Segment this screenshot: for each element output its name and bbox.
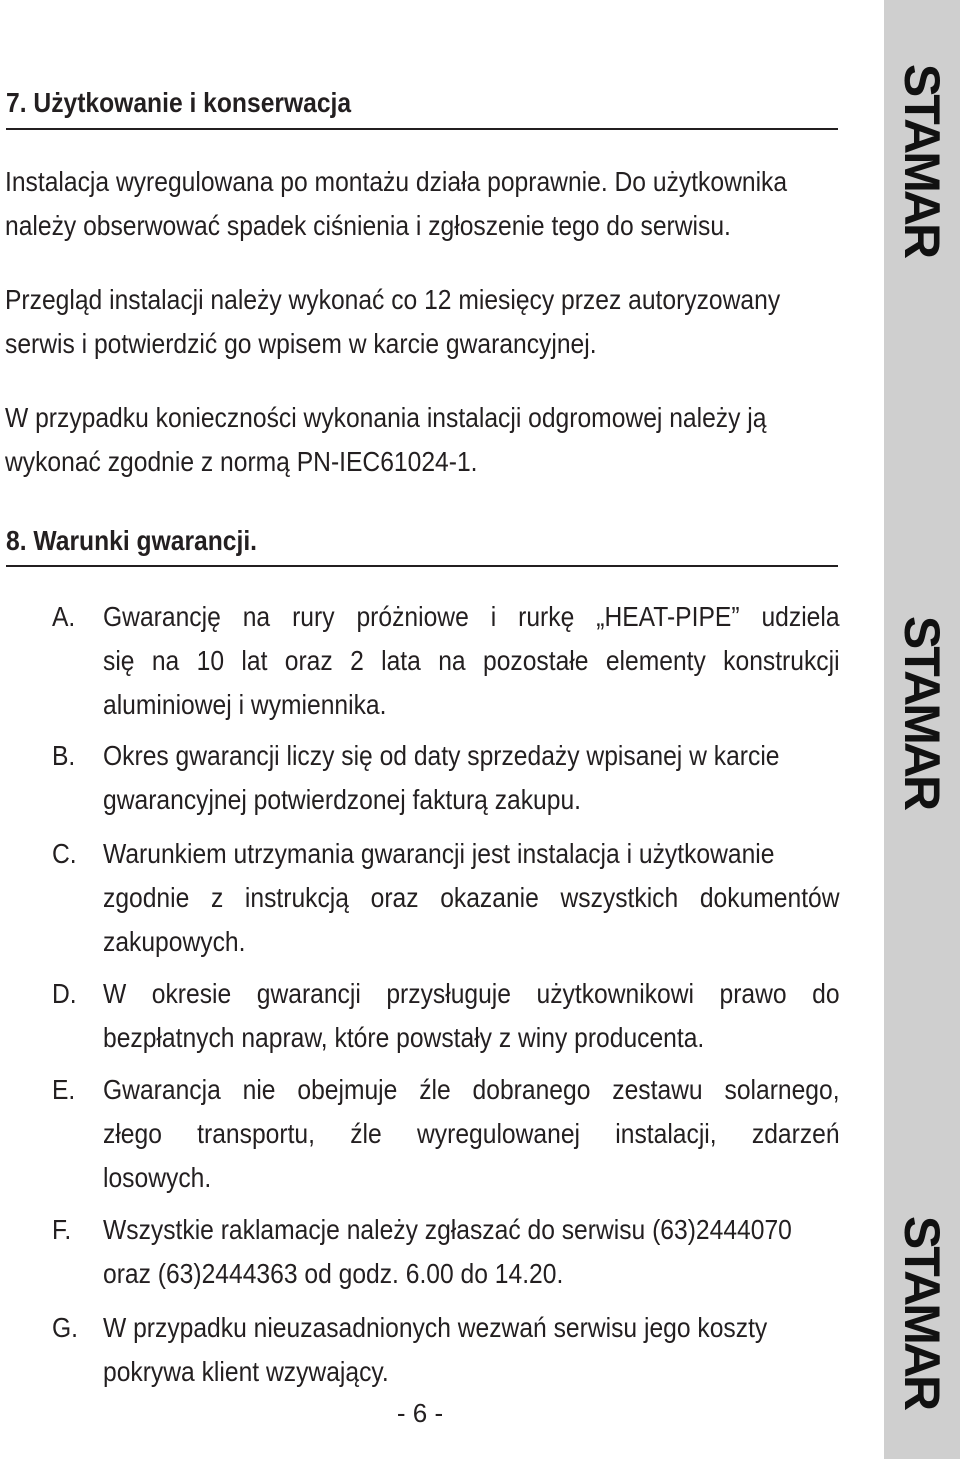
brand-sidebar: [884, 0, 960, 1459]
item-letter: C.: [52, 838, 77, 869]
section-8-divider: [6, 565, 838, 567]
item-line: aluminiowej i wymiennika.: [103, 689, 387, 720]
item-letter: E.: [52, 1074, 76, 1105]
item-letter: F.: [52, 1214, 72, 1245]
item-line: Okres gwarancji liczy się od daty sprzedaży wpisanej w karcie: [103, 740, 780, 771]
paragraph-line: Instalacja wyregulowana po montażu działa poprawnie. Do użytkownika: [5, 166, 788, 197]
item-line: zgodnie z instrukcją oraz okazanie wszystkich dokumentów: [103, 882, 840, 913]
item-line: Warunkiem utrzymania gwarancji jest instalacja i użytkowanie: [103, 838, 775, 869]
section-7-paragraph-3: [5, 396, 841, 484]
item-letter: D.: [52, 978, 77, 1009]
section-8-heading: 8. Warunki gwarancji.: [6, 525, 258, 556]
item-line: losowych.: [103, 1162, 212, 1193]
item-line: złego transportu, źle wyregulowanej instalacji, zdarzeń: [103, 1118, 840, 1149]
item-line: W okresie gwarancji przysługuje użytkownikowi prawo do: [103, 978, 840, 1009]
stamar-logo-text: STAMAR: [894, 615, 950, 809]
stamar-logo-text: STAMAR: [894, 1215, 950, 1409]
item-text: [103, 1306, 840, 1394]
item-text: [103, 734, 840, 822]
item-text: [103, 832, 840, 964]
section-7-divider: [6, 128, 838, 130]
section-7-paragraph-1: [5, 160, 841, 248]
item-line: W przypadku nieuzasadnionych wezwań serwisu jego koszty: [103, 1312, 768, 1343]
item-line: się na 10 lat oraz 2 lata na pozostałe elementy konstrukcji: [103, 645, 840, 676]
paragraph-line: Przegląd instalacji należy wykonać co 12 miesięcy przez autoryzowany: [5, 284, 781, 315]
item-line: gwarancyjnej potwierdzonej fakturą zakupu.: [103, 784, 582, 815]
item-text: [103, 1208, 840, 1296]
item-line: pokrywa klient wzywający.: [103, 1356, 389, 1387]
item-line: bezpłatnych napraw, które powstały z winy producenta.: [103, 1022, 705, 1053]
item-line: Gwarancja nie obejmuje źle dobranego zestawu solarnego,: [103, 1074, 840, 1105]
section-7-heading: 7. Użytkowanie i konserwacja: [6, 87, 352, 118]
paragraph-line: W przypadku konieczności wykonania instalacji odgromowej należy ją: [5, 402, 767, 433]
item-line: Gwarancję na rury próżniowe i rurkę „HEAT-PIPE” udziela: [103, 601, 840, 632]
item-letter: G.: [52, 1312, 79, 1343]
item-letter: A.: [52, 601, 76, 632]
item-line: zakupowych.: [103, 926, 246, 957]
stamar-logo-text: STAMAR: [894, 63, 950, 257]
item-letter: B.: [52, 740, 76, 771]
item-line: oraz (63)2444363 od godz. 6.00 do 14.20.: [103, 1258, 564, 1289]
item-line: Wszystkie raklamacje należy zgłaszać do serwisu (63)2444070: [103, 1214, 792, 1245]
paragraph-line: wykonać zgodnie z normą PN-IEC61024-1.: [5, 446, 478, 477]
section-7-paragraph-2: [5, 278, 841, 366]
item-text: [103, 1068, 840, 1200]
paragraph-line: należy obserwować spadek ciśnienia i zgłoszenie tego do serwisu.: [5, 210, 731, 241]
paragraph-line: serwis i potwierdzić go wpisem w karcie gwarancyjnej.: [5, 328, 597, 359]
item-text: [103, 595, 840, 727]
item-text: [103, 972, 840, 1060]
page-number: - 6 -: [396, 1398, 444, 1428]
